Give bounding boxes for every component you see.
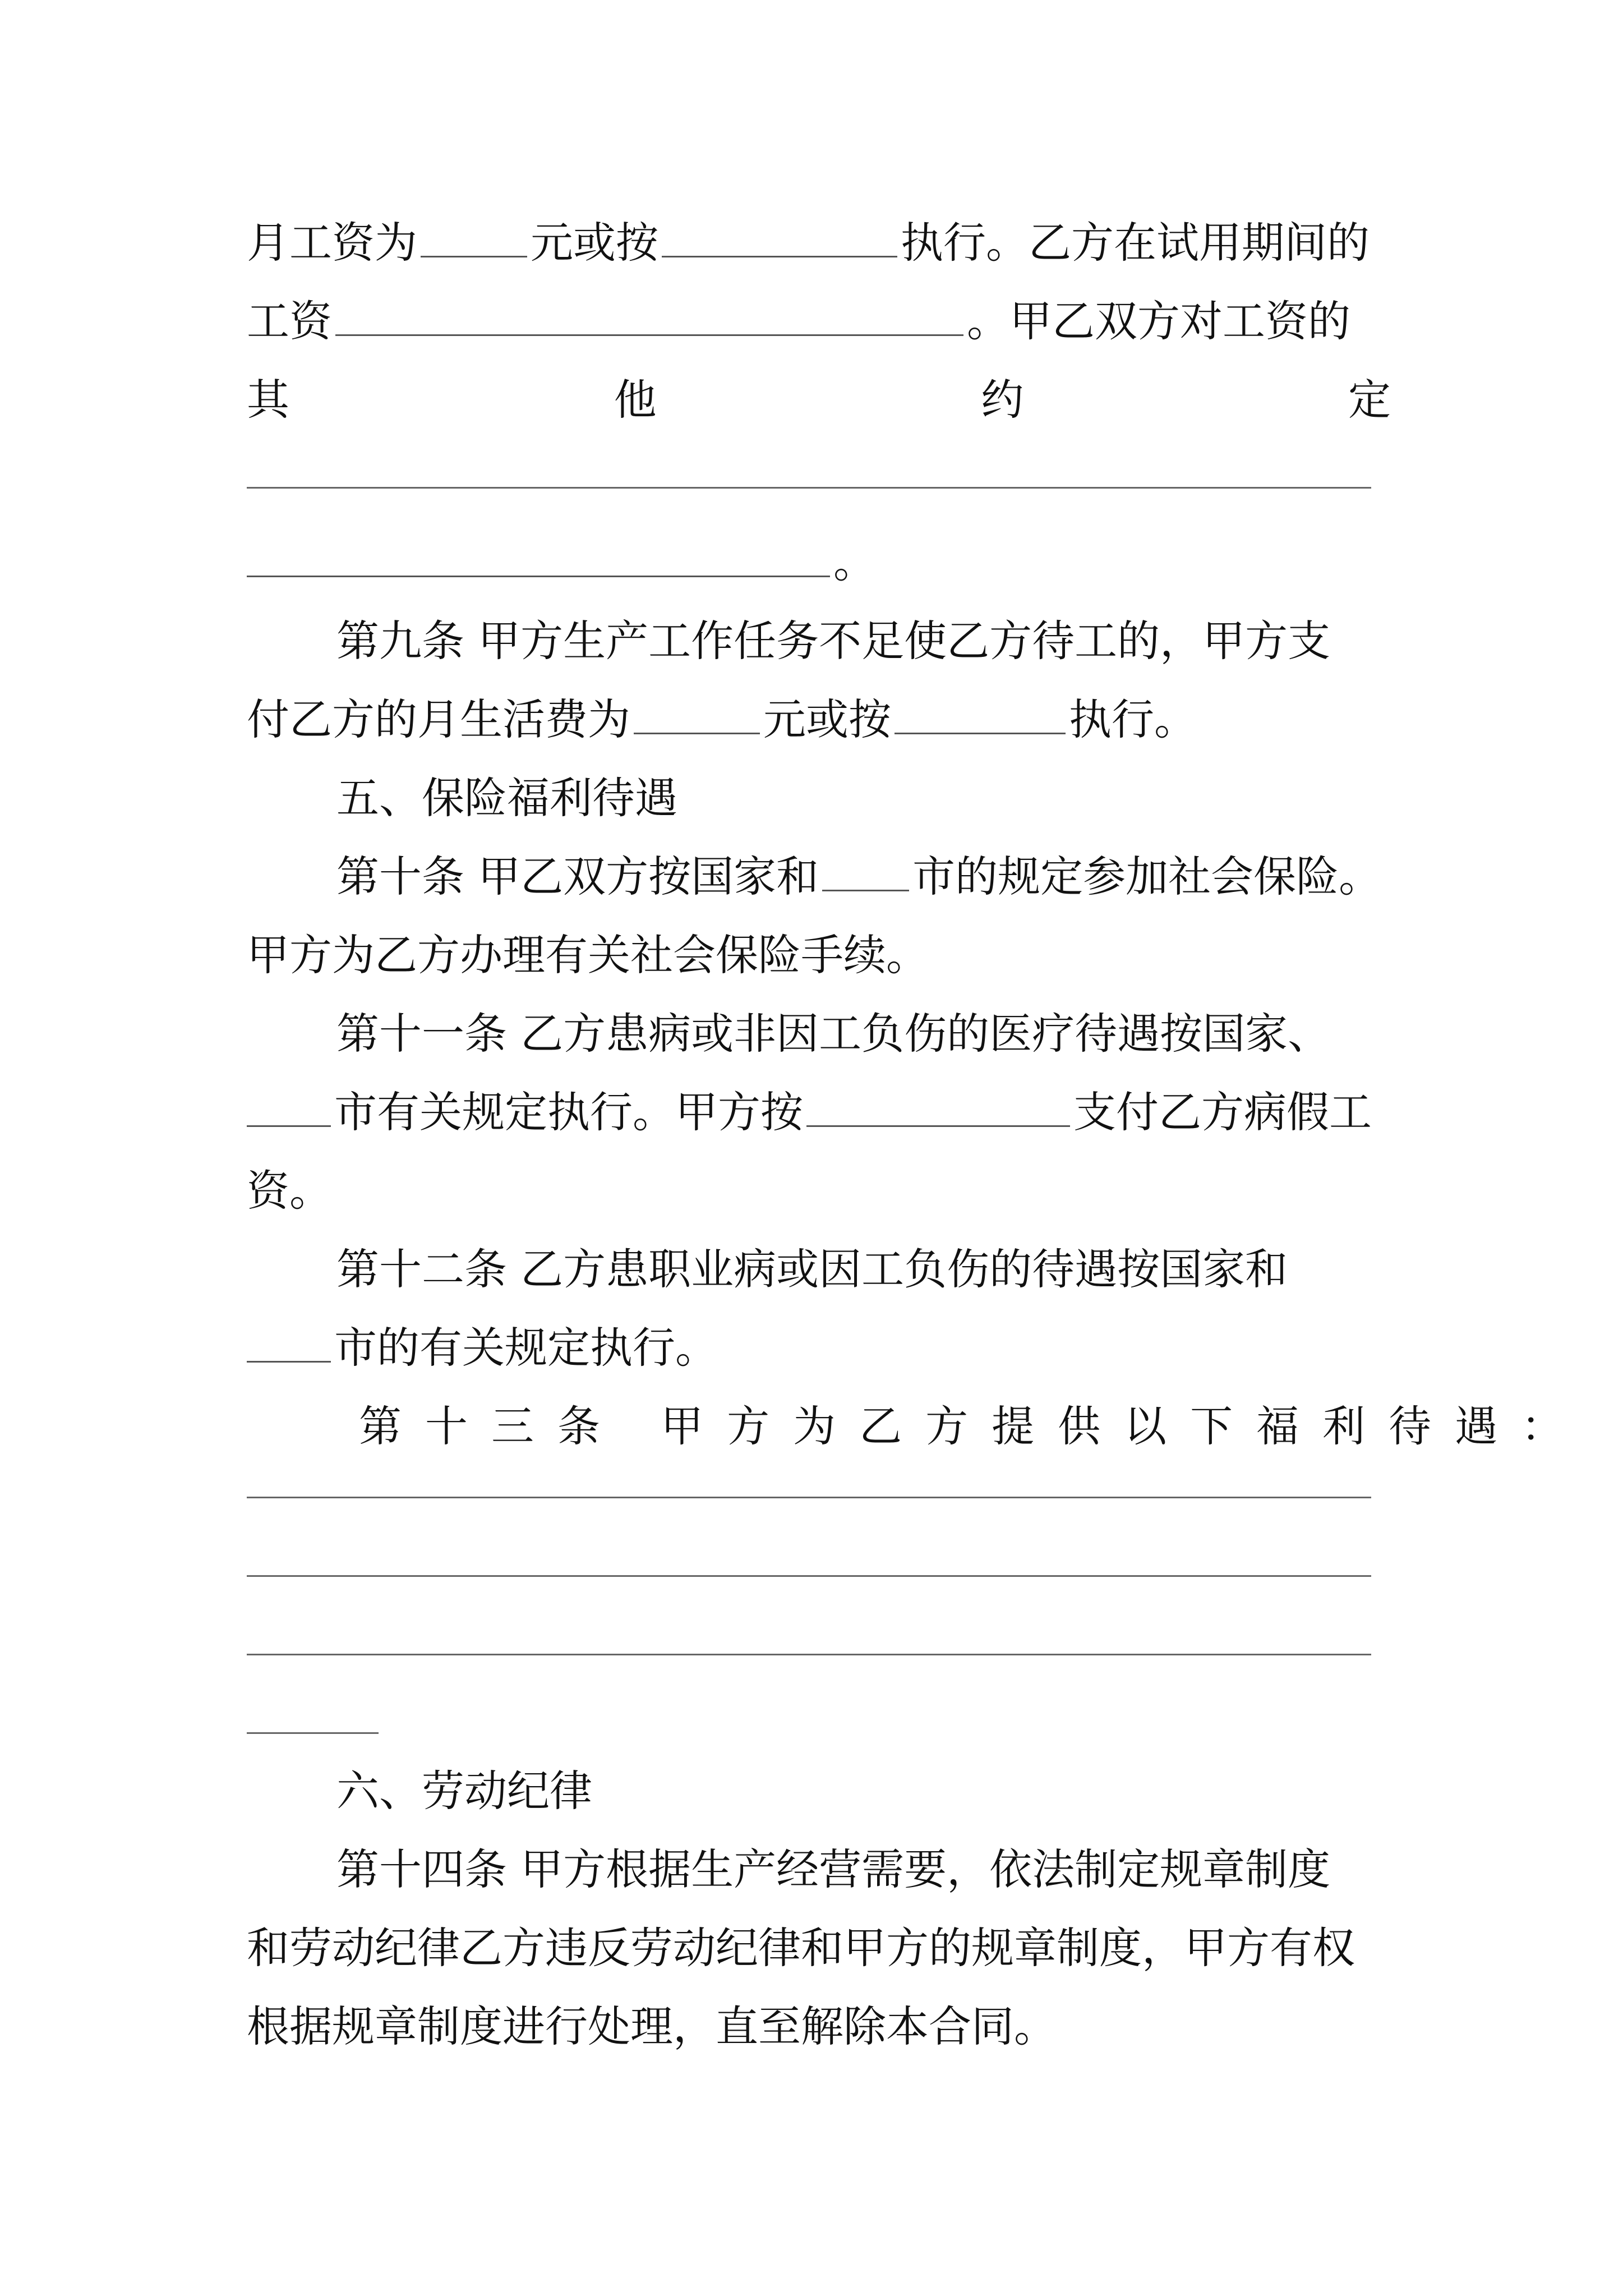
section-heading: 六、劳动纪律 xyxy=(336,1766,592,1816)
text-segment: 他 xyxy=(614,375,657,425)
text-line xyxy=(336,835,1391,919)
text-segment: 。甲乙双方对工资的 xyxy=(967,296,1350,346)
fill-blank[interactable] xyxy=(662,213,897,257)
fill-rule[interactable] xyxy=(247,487,1371,489)
fill-rule[interactable] xyxy=(247,1497,1371,1498)
section-heading: 五、保险福利待遇 xyxy=(336,773,677,823)
text-segment: 市的有关规定执行。 xyxy=(334,1323,718,1373)
text-line xyxy=(247,1070,1391,1154)
fill-blank[interactable] xyxy=(247,533,830,577)
fill-blank[interactable] xyxy=(247,1083,331,1127)
text-segment: 月工资为 xyxy=(247,218,417,268)
article-13-line-1: 第十三条 甲方为乙方提供以下福利待遇： xyxy=(359,1401,1588,1451)
text-line xyxy=(247,521,1391,605)
article-14-line-2: 和劳动纪律乙方违反劳动纪律和甲方的规章制度，甲方有权 xyxy=(247,1923,1355,1973)
text-segment: 。 xyxy=(833,537,876,587)
text-line xyxy=(247,678,1391,762)
text-segment: 其 xyxy=(247,375,289,425)
text-segment: 元或按 xyxy=(531,218,658,268)
article-14-line-3: 根据规章制度进行处理，直至解除本合同。 xyxy=(247,2001,1057,2051)
text-segment: 执行。 xyxy=(1069,694,1197,744)
article-10-line-2: 甲方为乙方办理有关社会保险手续。 xyxy=(247,930,929,980)
text-segment: 付乙方的月生活费为 xyxy=(247,694,630,744)
article-11-line-1: 第十一条 乙方患病或非因工负伤的医疗待遇按国家、 xyxy=(336,1009,1331,1059)
text-segment: 市有关规定执行。甲方按 xyxy=(334,1087,803,1137)
fill-blank[interactable] xyxy=(247,1318,331,1363)
fill-rule[interactable] xyxy=(247,1732,379,1734)
text-segment: 第十条 甲乙双方按国家和 xyxy=(336,852,819,901)
text-segment: 工资 xyxy=(247,296,332,346)
text-line-justified xyxy=(247,358,1391,442)
fill-rule[interactable] xyxy=(247,1575,1371,1577)
text-segment: 支付乙方病假工 xyxy=(1073,1087,1372,1137)
article-14-line-1: 第十四条 甲方根据生产经营需要，依法制定规章制度 xyxy=(336,1844,1331,1894)
fill-rule[interactable] xyxy=(247,1654,1371,1655)
fill-blank[interactable] xyxy=(335,292,963,336)
fill-blank[interactable] xyxy=(634,690,760,734)
text-segment: 执行。乙方在试用期间的 xyxy=(901,218,1370,268)
text-line xyxy=(247,1306,1391,1390)
fill-blank[interactable] xyxy=(895,690,1066,734)
text-segment: 元或按 xyxy=(763,694,891,744)
text-line xyxy=(247,201,1391,285)
fill-blank[interactable] xyxy=(822,847,909,891)
text-segment: 约 xyxy=(981,375,1024,425)
fill-blank[interactable] xyxy=(806,1083,1070,1127)
article-11-line-3: 资。 xyxy=(247,1166,332,1216)
article-9-line-1: 第九条 甲方生产工作任务不足使乙方待工的，甲方支 xyxy=(336,616,1331,666)
text-segment: 定 xyxy=(1348,375,1391,425)
text-segment: 市的规定参加社会保险。 xyxy=(912,852,1382,901)
article-12-line-1: 第十二条 乙方患职业病或因工负伤的待遇按国家和 xyxy=(336,1244,1288,1294)
text-line xyxy=(247,279,1391,364)
fill-blank[interactable] xyxy=(421,213,527,257)
